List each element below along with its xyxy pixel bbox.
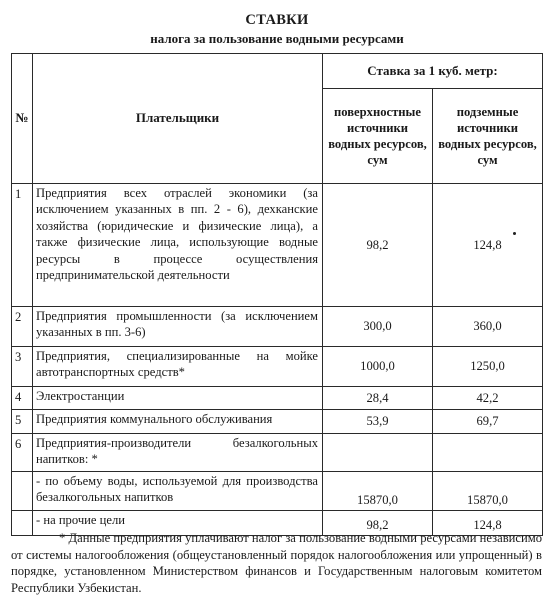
row-surface-rate: 53,9 bbox=[323, 410, 433, 434]
table-row bbox=[12, 387, 543, 410]
row-surface-rate: 28,4 bbox=[323, 387, 433, 410]
row-payer: Предприятия промышленности (за исключением указанных в пп. 3-6) bbox=[33, 307, 323, 347]
column-header-rate: Ставка за 1 куб. метр: bbox=[323, 54, 543, 89]
column-header-number: № bbox=[12, 54, 33, 184]
row-underground-rate: 124,8 bbox=[433, 511, 543, 536]
column-header-payers: Плательщики bbox=[33, 54, 323, 184]
row-underground-rate bbox=[433, 434, 543, 472]
row-payer: - по объему воды, используемой для производства безалкогольных напитков bbox=[33, 472, 323, 511]
row-surface-rate: 98,2 bbox=[323, 511, 433, 536]
row-number: 5 bbox=[12, 410, 33, 434]
page-subtitle: налога за пользование водными ресурсами bbox=[150, 31, 404, 46]
row-payer: Предприятия, специализированные на мойке автотранспортных средств* bbox=[33, 347, 323, 387]
row-underground-rate: 42,2 bbox=[433, 387, 543, 410]
row-underground-rate: 1250,0 bbox=[433, 347, 543, 387]
table-row bbox=[12, 410, 543, 434]
row-underground-rate: 360,0 bbox=[433, 307, 543, 347]
row-payer: Электростанции bbox=[33, 387, 323, 410]
row-number: 2 bbox=[12, 307, 33, 347]
row-underground-rate: 124,8 bbox=[433, 184, 543, 307]
row-number bbox=[12, 472, 33, 511]
page-title: СТАВКИ bbox=[245, 12, 309, 28]
row-number: 4 bbox=[12, 387, 33, 410]
scan-speck bbox=[513, 232, 516, 235]
row-number: 6 bbox=[12, 434, 33, 472]
row-surface-rate: 98,2 bbox=[323, 184, 433, 307]
column-header-underground: подземные источники водных ресурсов, сум bbox=[433, 89, 543, 184]
row-payer: Предприятия коммунального обслуживания bbox=[33, 410, 323, 434]
row-payer: Предприятия-производители безалкогольных напитков: * bbox=[33, 434, 323, 472]
table-row bbox=[12, 307, 543, 347]
row-payer: Предприятия всех отраслей экономики (за исключением указанных в пп. 2 - 6), дехканские хозяйства (юридические и физические лица), а также физические лица, использующие водные ресурсы в процессе осуществления предпринимательской деятельности bbox=[33, 184, 323, 307]
row-underground-rate: 69,7 bbox=[433, 410, 543, 434]
column-header-surface: поверхностные источники водных ресурсов, сум bbox=[323, 89, 433, 184]
row-surface-rate: 1000,0 bbox=[323, 347, 433, 387]
table-row bbox=[12, 434, 543, 472]
row-underground-rate: 15870,0 bbox=[433, 472, 543, 511]
row-surface-rate bbox=[323, 434, 433, 472]
footnote: * Данные предприятия уплачивают налог за пользование водными ресурсами независимо от системы налогообложения (общеустановленный порядок налогообложения или упрощенный) в порядке, установленном Министерством финансов и Государственным налоговым комитетом Республики Узбекистан. bbox=[11, 531, 542, 595]
table-row bbox=[12, 472, 543, 511]
table-header-row bbox=[12, 54, 543, 89]
rates-table bbox=[11, 53, 543, 536]
row-payer: - на прочие цели bbox=[33, 511, 323, 536]
row-surface-rate: 15870,0 bbox=[323, 472, 433, 511]
row-surface-rate: 300,0 bbox=[323, 307, 433, 347]
row-number: 3 bbox=[12, 347, 33, 387]
table-row bbox=[12, 347, 543, 387]
row-number: 1 bbox=[12, 184, 33, 307]
table-row bbox=[12, 184, 543, 307]
